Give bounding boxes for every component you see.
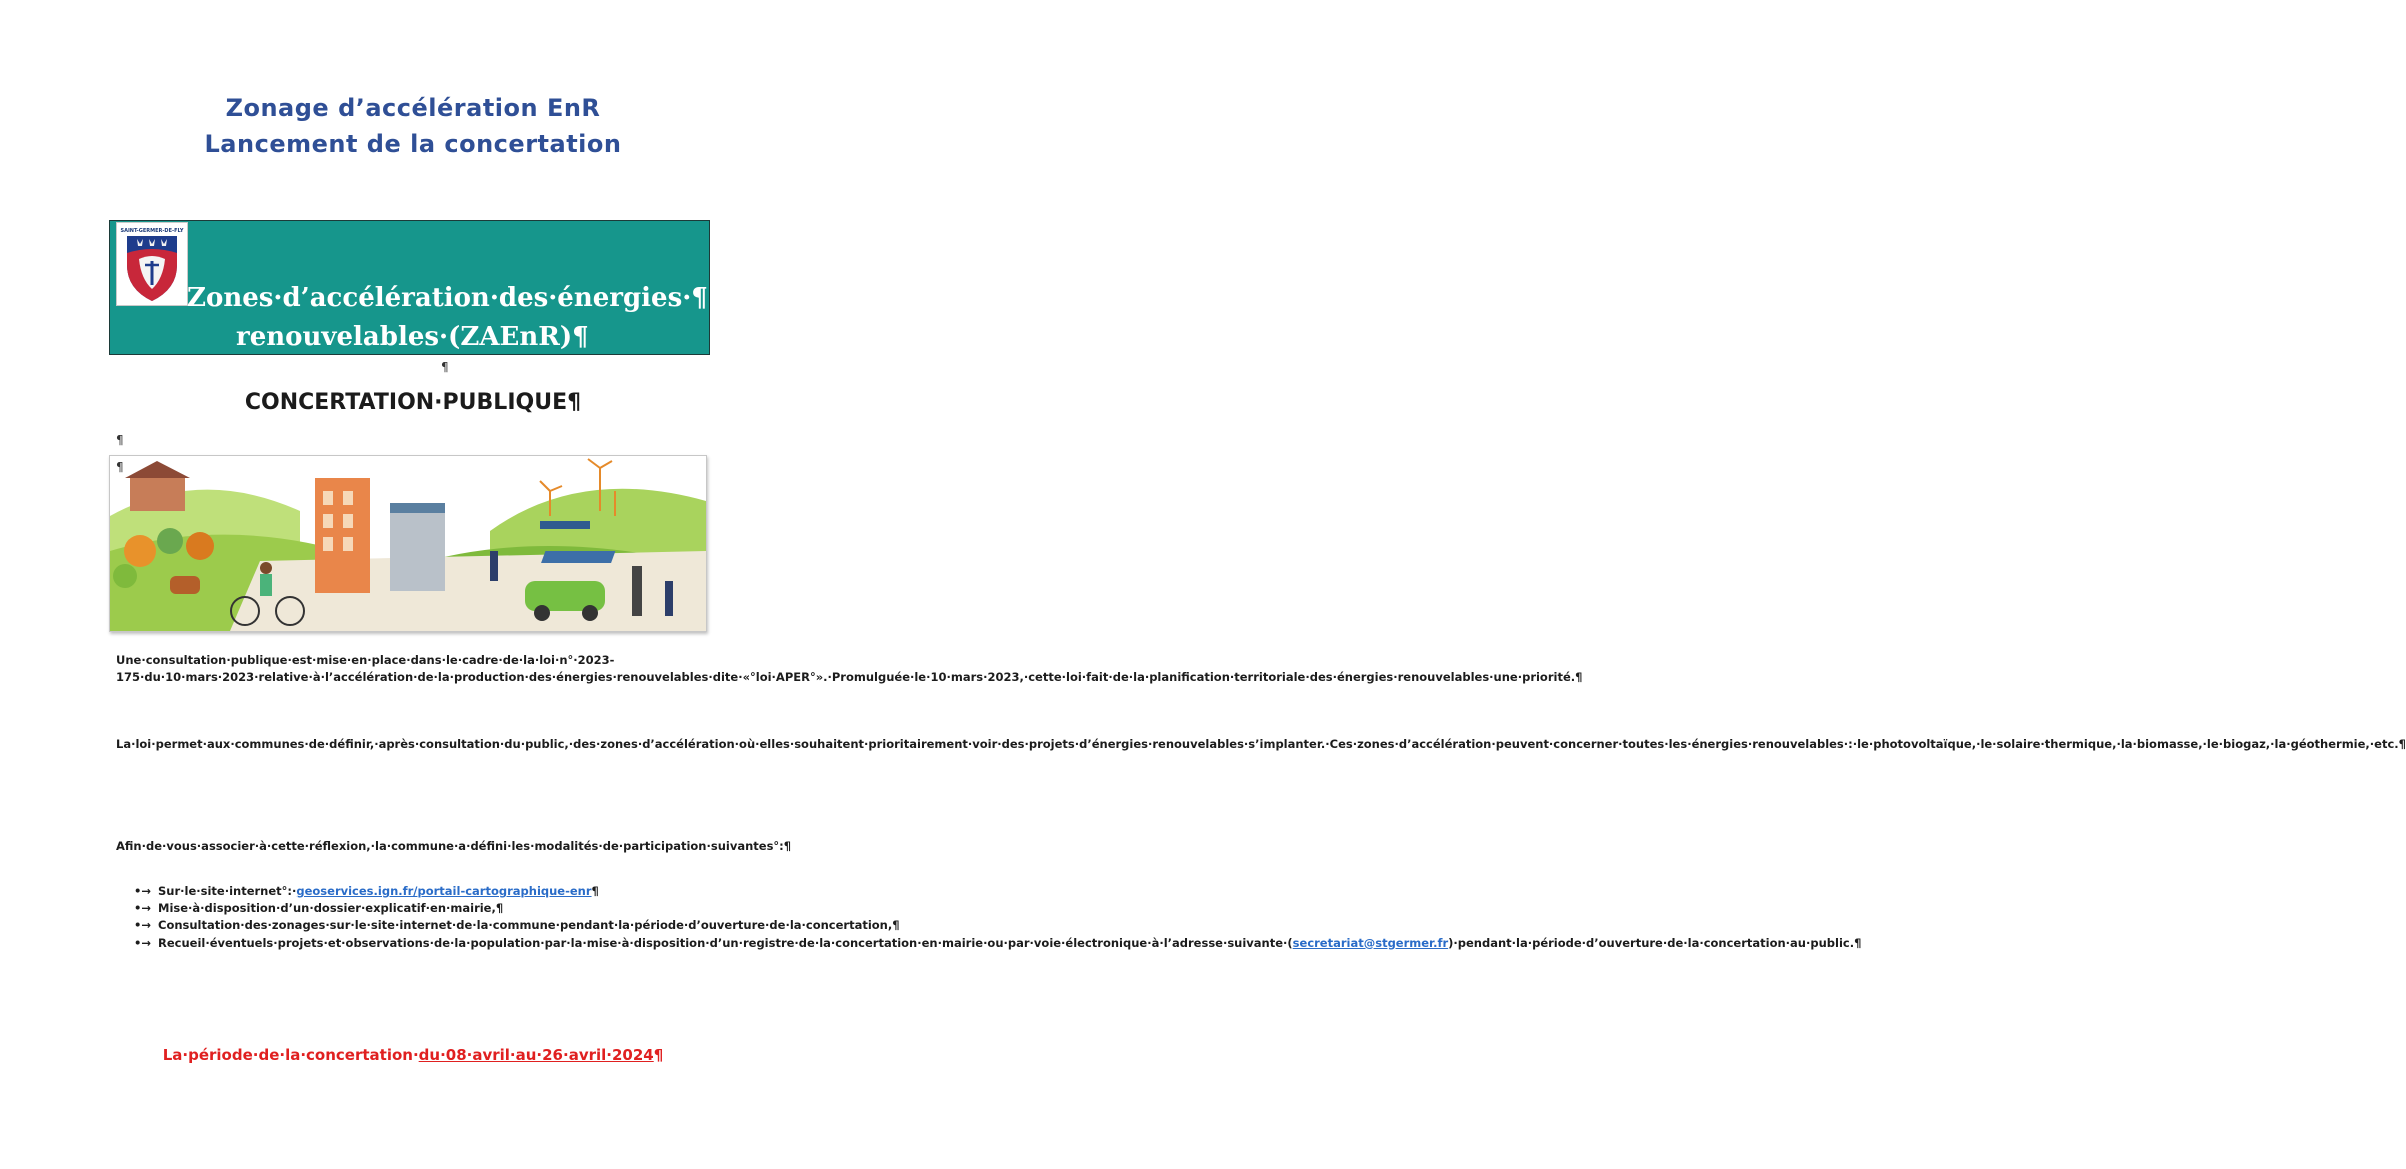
list-item-text: Consultation·des·zonages·sur·le·site·internet·de·la·commune·pendant·la·période·d’ouverture·de·la·concertation,¶ xyxy=(158,918,900,933)
concertation-title: CONCERTATION·PUBLIQUE¶ xyxy=(244,390,582,415)
paragraph-modalites: Afin·de·vous·associer·à·cette·réflexion,·la·commune·a·défini·les·modalités·de·participation·suivantes°:¶ xyxy=(116,839,792,853)
page-title-line-2: Lancement de la concertation xyxy=(204,130,622,158)
list-item-text: Mise·à·disposition·d’un·dossier·explicatif·en·mairie,¶ xyxy=(158,901,504,916)
town-crest-logo xyxy=(116,222,188,306)
concertation-period xyxy=(0,1046,826,1064)
bullet-marker: •→ xyxy=(134,935,151,950)
renewable-energy-illustration xyxy=(109,455,707,632)
banner-title-line-2: renouvelables·(ZAEnR)¶ xyxy=(236,322,589,352)
list-item xyxy=(134,935,1862,952)
town-energy-illustration xyxy=(110,456,706,631)
period-end: ¶ xyxy=(653,1046,664,1064)
geoservices-link[interactable]: geoservices.ign.fr/portail-cartographique-enr xyxy=(296,884,592,898)
pilcrow-mark: ¶ xyxy=(116,433,124,447)
pilcrow-mark: ¶ xyxy=(116,460,124,474)
list-item xyxy=(134,900,710,917)
list-item-end: )·pendant·la·période·d’ouverture·de·la·concertation·au·public.¶ xyxy=(1448,935,1862,950)
bullet-marker: •→ xyxy=(134,884,151,898)
list-item xyxy=(134,917,900,934)
email-link[interactable]: secretariat@stgermer.fr xyxy=(1292,935,1449,950)
paragraph-loi-aper: Une·consultation·publique·est·mise·en·place·dans·le·cadre·de·la·loi·n°·2023-175·du·10·mars·2023·relative·à·l’accélération·de·la·production·des·énergies·renouvelables·dite·«°loi·APER°».·Promulguée·le·10·mars·2023,·cette·loi·fait·de·la·planification·territoriale·des·énergies·renouvelables·une·priorité.¶ xyxy=(116,653,1583,685)
banner-title-line-1: Zones·d’accélération·des·énergies·¶ xyxy=(187,283,708,313)
bullet-marker: •→ xyxy=(134,918,151,933)
pilcrow-mark: ¶ xyxy=(441,360,449,374)
page-title-line-1: Zonage d’accélération EnR xyxy=(225,94,601,122)
list-item-text: Sur·le·site·internet°:· xyxy=(158,884,297,898)
participation-list xyxy=(134,883,1862,952)
list-item-end: ¶ xyxy=(591,884,599,898)
period-prefix: La·période·de·la·concertation· xyxy=(162,1046,419,1064)
list-item-text: Recueil·éventuels·projets·et·observations·de·la·population·par·la·mise·à·disposition·d’un·registre·de·la·concertation·en·mairie·ou·par·voie·électronique·à·l’adresse·suivante·( xyxy=(158,935,1293,950)
bullet-marker: •→ xyxy=(134,901,151,916)
svg-text:SAINT-GERMER-DE-FLY: SAINT-GERMER-DE-FLY xyxy=(120,228,184,234)
crest-icon xyxy=(117,223,187,305)
paragraph-zones-acceleration: La·loi·permet·aux·communes·de·définir,·après·consultation·du·public,·des·zones·d’accélération·où·elles·souhaitent·prioritairement·voir·des·projets·d’énergies·renouvelables·s’implanter.·Ces·zones·d’accélération·peuvent·concerner·toutes·les·énergies·renouvelables·:·le·photovoltaïque,·le·solaire·thermique,·la·biomasse,·le·biogaz,·la·géothermie,·etc.¶ xyxy=(116,737,2406,751)
period-dates: du·08·avril·au·26·avril·2024 xyxy=(418,1046,654,1064)
list-item xyxy=(134,883,710,900)
